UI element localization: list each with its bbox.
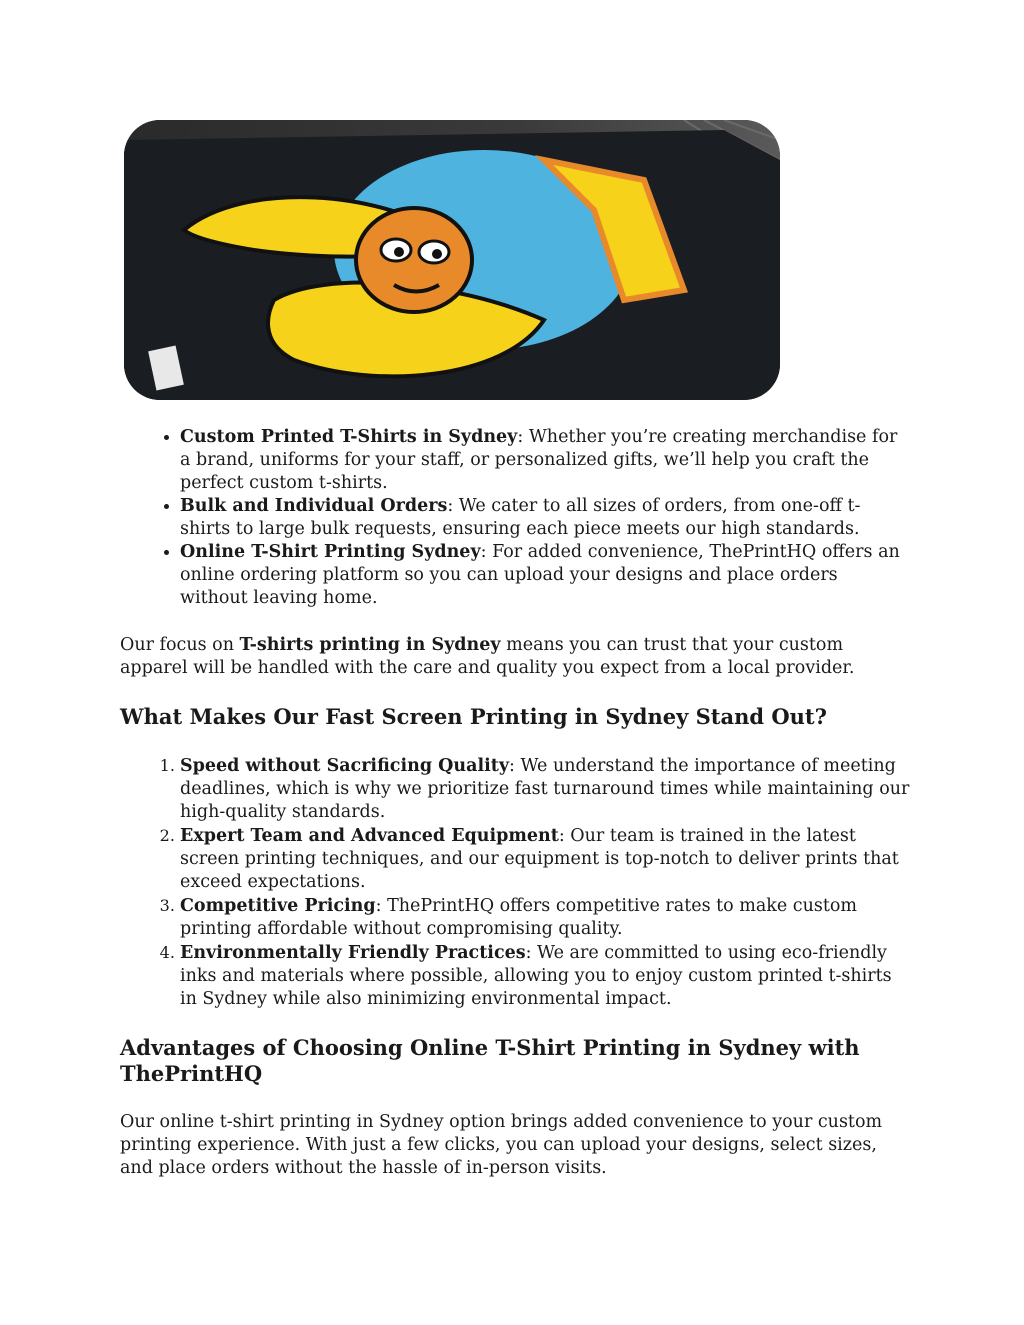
item-title: Expert Team and Advanced Equipment: [180, 826, 559, 846]
item-text: : Whether you’re creating merchandise for a brand, uniforms for your staff, or personalized gifts, we’ll help you craft the perfect custom t-shirts.: [180, 427, 898, 493]
list-item: [180, 541, 910, 610]
section-heading-advantages: Advantages of Choosing Online T-Shirt Printing in Sydney with ThePrintHQ: [120, 1035, 860, 1086]
item-title: Competitive Pricing: [180, 896, 376, 916]
list-item: [180, 894, 910, 941]
services-bullet-list: [120, 426, 910, 610]
item-text: : We cater to all sizes of orders, from one-off t-shirts to large bulk requests, ensuring each piece meets our high standards.: [180, 496, 861, 539]
item-text: : For added convenience, ThePrintHQ offers an online ordering platform so you can upload your designs and place orders without leaving home.: [180, 542, 900, 608]
item-title: Custom Printed T-Shirts in Sydney: [180, 427, 518, 447]
tshirt-printing-photo: [124, 120, 780, 400]
list-item: [180, 495, 910, 541]
item-text: : We are committed to using eco-friendly inks and materials where possible, allowing you to enjoy custom printed t-shirts in Sydney while also minimizing environmental impact.: [180, 943, 892, 1009]
reasons-numbered-list: [120, 754, 910, 1011]
article-body: [120, 426, 910, 1180]
item-title: Environmentally Friendly Practices: [180, 943, 526, 963]
item-text: : ThePrintHQ offers competitive rates to make custom printing affordable without compromising quality.: [180, 896, 858, 939]
list-item: [180, 941, 910, 1011]
item-title: Online T-Shirt Printing Sydney: [180, 542, 481, 562]
closing-paragraph: Our online t-shirt printing in Sydney option brings added convenience to your custom printing experience. With just a few clicks, you can upload your designs, select sizes, and place orders without the hassle of in-person visits.: [120, 1112, 883, 1178]
list-item: [180, 754, 910, 824]
focus-paragraph: [120, 634, 910, 680]
focus-pre: Our focus on: [120, 635, 240, 655]
section-heading-stand-out: What Makes Our Fast Screen Printing in Sydney Stand Out?: [120, 704, 827, 729]
focus-bold: T-shirts printing in Sydney: [239, 635, 501, 655]
item-text: : We understand the importance of meeting deadlines, which is why we prioritize fast turnaround times while maintaining our high-quality standards.: [180, 756, 910, 822]
item-title: Bulk and Individual Orders: [180, 496, 448, 516]
item-title: Speed without Sacrificing Quality: [180, 756, 509, 776]
printed-shirt-illustration: [124, 120, 780, 400]
list-item: [180, 824, 910, 894]
item-text: : Our team is trained in the latest screen printing techniques, and our equipment is top-notch to deliver prints that exceed expectations.: [180, 826, 899, 892]
list-item: [180, 426, 910, 495]
focus-post: means you can trust that your custom apparel will be handled with the care and quality you expect from a local provider.: [120, 635, 855, 678]
